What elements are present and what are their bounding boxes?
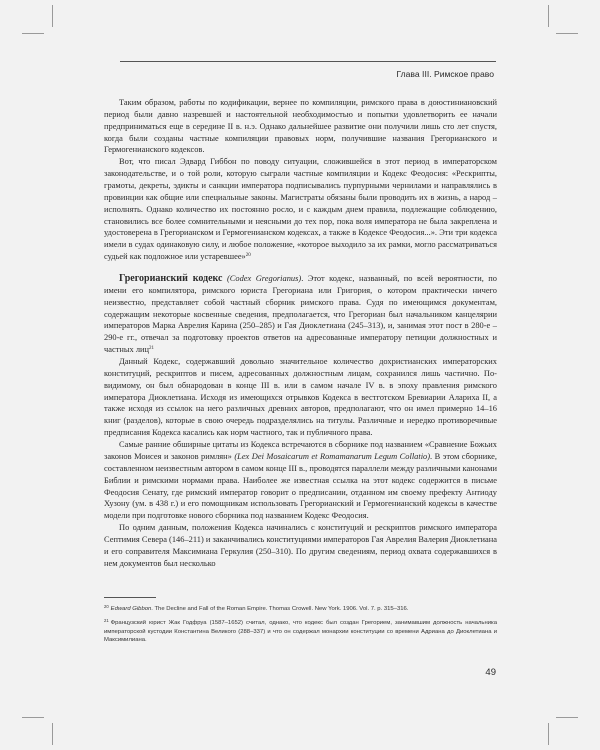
paragraph-text: . Этот кодекс, названный, по всей вероятности, по имени его компилятора, римского юриста Грегориана или Григория, о котором практически ничего неизвестно, представляет собой частный сборник римского права. Судя по имеющимся документам, содержащим некоторые косвенные сведения, предполагается, что Грегориан был начальником канцелярии императоров Марка Аврелия Карина (250–285) и Гая Диоклетиана (245–313), и, занимая этот пост в 280-е – 290-е гг., отвечал за подготовку проектов ответов на адресованные императору петиции должностных и частных лиц <box>104 273 497 355</box>
footnotes <box>104 603 497 649</box>
crop-mark <box>556 717 578 718</box>
paragraph: По одним данным, положения Кодекса начинались с конституций и рескриптов римского императора Септимия Севера (146–211) и заканчивались конституциями императоров Гая Аврелия Валерия Диоклетиана и его соправителя Максимиана Геркулия (250–310). По другим сведениям, период охвата содержавшихся в нем документов был несколько <box>104 522 497 568</box>
footnote <box>104 603 497 613</box>
running-head <box>120 61 496 79</box>
crop-mark <box>548 5 549 27</box>
footnote-ref: 20 <box>245 253 251 259</box>
footnote-ref: 21 <box>149 346 155 352</box>
footnote-number: 21 <box>104 618 109 624</box>
paragraph: Таким образом, работы по кодификации, вернее по компиляции, римского права в доюстиниановский период были давно назревшей и настоятельной необходимостью и попытки удовлетворить ее начали предприниматься еще в середине II в. н.э. Однако дальнейшее развитие они получили лишь сто лет спустя, когда были созданы частные компиляции правовых норм, получившие названия Грегорианского и Гермогенианского кодексов. <box>104 97 497 155</box>
crop-mark <box>52 723 53 745</box>
section-paragraph <box>104 273 497 356</box>
footnote-text: . The Decline and Fall of the Roman Empire. Thomas Crowell. New York. 1906. Vol. 7. p. 315–316. <box>151 606 409 612</box>
crop-mark <box>556 33 578 34</box>
main-text <box>104 97 497 570</box>
page-number: 49 <box>485 667 496 678</box>
footnote <box>104 617 497 644</box>
crop-mark <box>52 5 53 27</box>
paragraph-text: Вот, что писал Эдвард Гиббон по поводу ситуации, сложившейся в этот период в императорском законодательстве, и о той роли, которую сыграли частные компиляции и Кодекс Феодосия: «Рескрипты, грамоты, декреты, эдикты и санкции императора подписывались пурпурными чернилами и направлялись в провинции как общие или специальные законы. Магистраты обязаны были проводить их в жизнь, а народ – исполнять. Однако количество их постоянно росло, и с каждым днем правила, подлежащие соблюдению, становились все более сомнительными и неясными до тех пор, пока воля императора не была закреплена и удостоверена в Грегорианском и Гермогенианском кодексах, а также в Кодексе Феодосия...». Эти три кодекса имели в судах одинаковую силу, и любое положение, «которое выходило за их рамки, могло рассматриваться судьей как подложное или устаревшее» <box>104 156 497 262</box>
paragraph: Данный Кодекс, содержавший довольно значительное количество дохристианских императорских конституций, рескриптов и писем, адресованных должностным лицам, сохранился лишь частично. По-видимому, он был обнародован в конце III в. или в самом начале IV в. в эпоху правления римского императора Диоклетиана. Исходя из имеющихся отрывков Кодекса в вестготском Бревиарии Алариха II, а также исходя из ссылок на него различных древних авторов, предполагают, что он имел примерно 14–16 книг (разделов), которые в свою очередь подразделялись на титулы. Различные и нередко противоречивые предписания Кодекса касались как норм частного, так и публичного права. <box>104 356 497 438</box>
footnote-author: Edward Gibbon <box>110 606 152 612</box>
chapter-title: Глава III. Римское право <box>396 69 494 79</box>
section-title: Грегорианский кодекс <box>119 273 223 285</box>
latin-title: (Lex Dei Mosaicarum et Romamanarum Legum Collatio) <box>234 450 431 461</box>
crop-mark <box>22 717 44 718</box>
crop-mark <box>548 723 549 745</box>
paragraph <box>104 439 497 522</box>
paragraph-text: . В этом сборнике, составленном неизвестным автором в самом конце III в., проводятся параллели между различными канонами Библии и римскими нормами права. Наиболее же известная ссылка на этот кодекс содержится в письме Феодосия Сенату, где римский император говорит о предписании, отданном им своему префекту Антиоду Хузону (ум. в 438 г.) и его помощникам использовать Грегорианский и Гермогенианский кодексы в качестве модели при подготовке нового сборника под названием Кодекс Феодосия. <box>104 450 497 521</box>
crop-mark <box>22 33 44 34</box>
footnote-rule <box>104 597 156 598</box>
footnote-text: Французский юрист Жак Годфруа (1587–1652) считал, однако, что кодекс был создан Грегорием, занимавшим должность начальника императорской кустодии Константина Великого (288–337) и что он содержал монархии конституции со времени Адриана до Диоклетиана и Максимилиана. <box>104 620 497 644</box>
footnote-number: 20 <box>104 604 109 609</box>
paragraph <box>104 156 497 263</box>
paragraph-text: Самые ранние обширные цитаты из Кодекса встречаются в сборнике под названием «Сравнение Божьих законов Моисея и законов римлян» <box>104 439 497 461</box>
section-latin-title: (Codex Gregorianus) <box>226 273 302 284</box>
